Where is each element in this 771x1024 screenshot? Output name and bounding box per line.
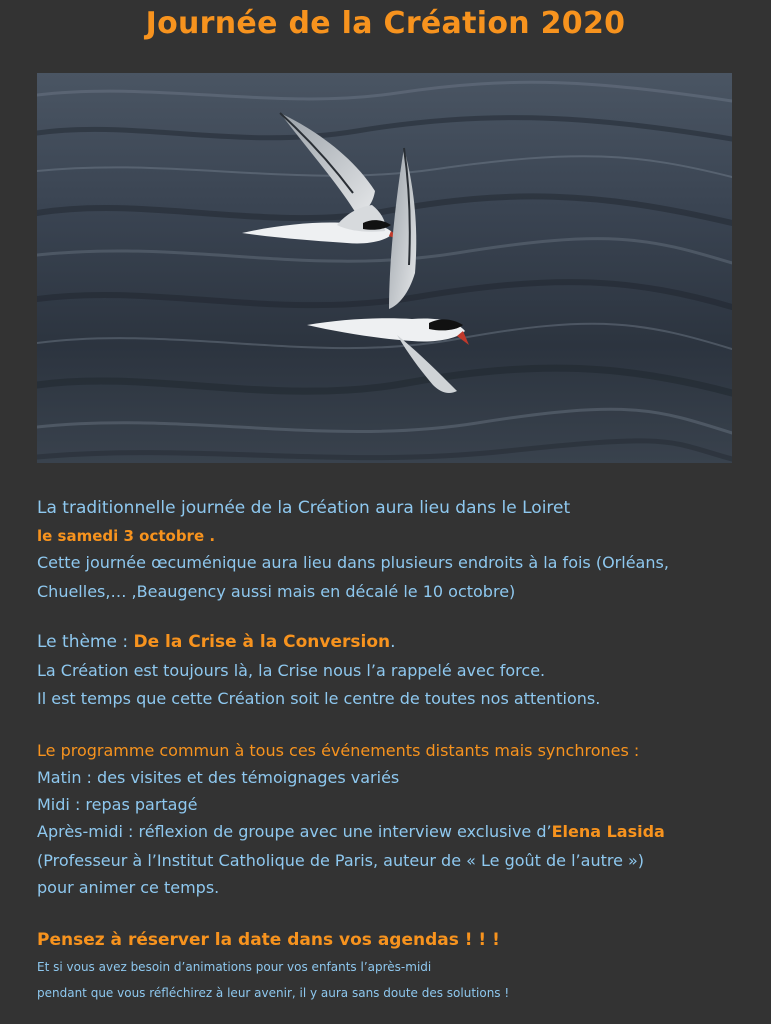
theme-line xyxy=(37,632,396,652)
theme-line-2: Il est temps que cette Création soit le centre de toutes nos attentions. xyxy=(37,689,601,708)
reminder-line-2: pendant que vous réfléchirez à leur avenir, il y aura sans doute des solutions ! xyxy=(37,986,510,1000)
programme-apres-midi xyxy=(37,822,665,841)
page-title: Journée de la Création 2020 xyxy=(145,6,626,41)
event-date: le samedi 3 octobre . xyxy=(37,527,216,545)
intro-line-1: La traditionnelle journée de la Création aura lieu dans le Loiret xyxy=(37,498,571,518)
theme-name: De la Crise à la Conversion xyxy=(133,632,391,652)
apres-midi-text: Après-midi : réflexion de groupe avec une interview exclusive d’ xyxy=(37,822,552,841)
intro-line-2: Cette journée œcuménique aura lieu dans plusieurs endroits à la fois (Orléans, xyxy=(37,553,669,572)
theme-end: . xyxy=(390,632,396,652)
speaker-name: Elena Lasida xyxy=(551,822,665,841)
terns-photo xyxy=(37,73,732,463)
programme-heading: Le programme commun à tous ces événements distants mais synchrones : xyxy=(37,741,640,760)
intro-line-3: Chuelles,… ,Beaugency aussi mais en décalé le 10 octobre) xyxy=(37,582,516,601)
terns-photo-image xyxy=(37,73,732,463)
speaker-info: (Professeur à l’Institut Catholique de Paris, auteur de « Le goût de l’autre ») xyxy=(37,851,645,870)
theme-line-1: La Création est toujours là, la Crise nous l’a rappelé avec force. xyxy=(37,661,546,680)
programme-midi: Midi : repas partagé xyxy=(37,795,198,814)
programme-closing: pour animer ce temps. xyxy=(37,878,220,897)
theme-label: Le thème : xyxy=(37,632,134,652)
reminder-heading: Pensez à réserver la date dans vos agendas ! ! ! xyxy=(37,930,500,950)
reminder-line-1: Et si vous avez besoin d’animations pour vos enfants l’après-midi xyxy=(37,960,432,974)
programme-matin: Matin : des visites et des témoignages variés xyxy=(37,768,400,787)
